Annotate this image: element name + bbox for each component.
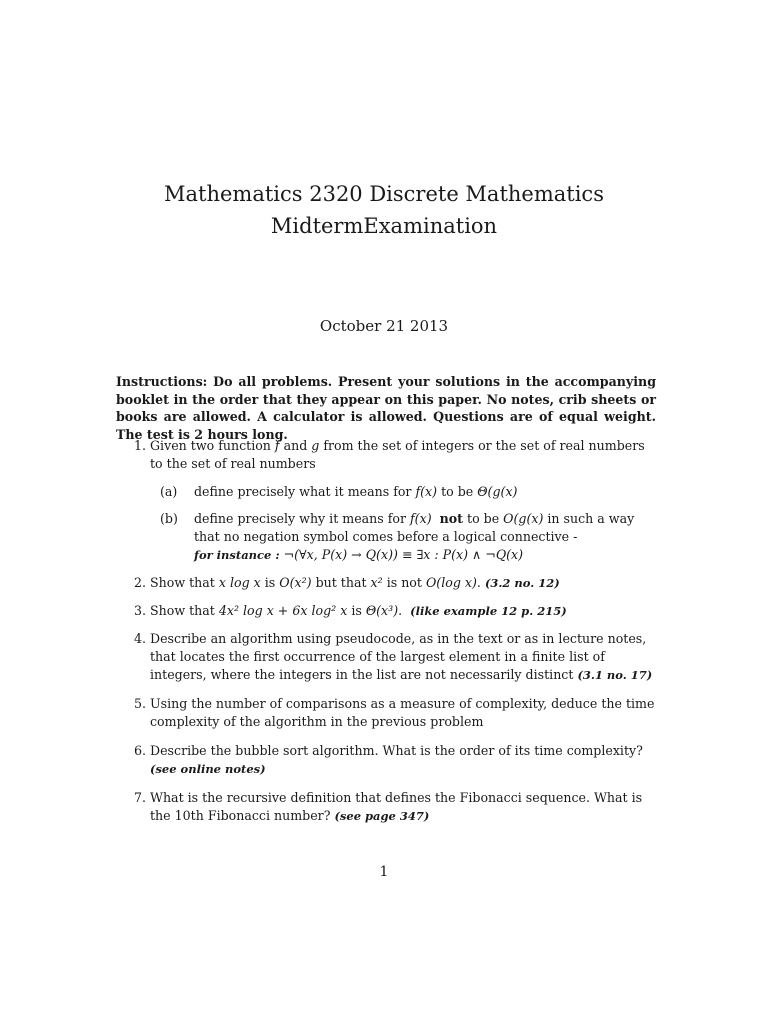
subproblem-label: (b) <box>160 511 178 526</box>
instance-label: for instance : <box>194 548 280 562</box>
problem-text: from the set of integers or the set of real numbers to the set of real numbers <box>150 438 645 471</box>
subproblem-text: define precisely why it means for <box>194 511 411 526</box>
math-expression: f(x) <box>410 511 432 526</box>
instructions-paragraph: Instructions: Do all problems. Present your solutions in the accompanying booklet in the order that they appear on this paper. No notes, crib sheets or books are allowed. A calculator is allowed. Questions are of equal weight. The test is 2 hours long. <box>116 374 656 442</box>
math-expression: O(log x) <box>425 575 477 590</box>
problem-number: 2. <box>134 575 147 590</box>
problem-number: 4. <box>134 631 147 646</box>
problem-number: 5. <box>134 696 147 711</box>
problem-text: Using the number of comparisons as a measure of complexity, deduce the time complexity of the algorithm in the previous problem <box>150 696 655 729</box>
problem-number: 3. <box>134 603 147 618</box>
problem-2 <box>116 574 656 592</box>
problem-text: What is the recursive definition that defines the Fibonacci sequence. What is the 10th Fibonacci number? <box>150 790 643 823</box>
subproblem-b <box>150 510 656 564</box>
problem-1 <box>116 437 656 564</box>
textbook-reference: (see page 347) <box>334 809 430 823</box>
problem-number: 7. <box>134 790 147 805</box>
exam-title-line1: Mathematics 2320 Discrete Mathematics <box>164 182 604 206</box>
page-number: 1 <box>379 864 389 880</box>
subproblem-a <box>150 483 656 501</box>
problem-text: but that <box>311 575 371 590</box>
problem-text: . <box>476 575 481 590</box>
math-expression: 4x² log x + 6x log² x <box>218 603 348 618</box>
textbook-reference: (3.1 no. 17) <box>577 668 653 682</box>
problem-text: Describe the bubble sort algorithm. What is the order of its time complexity? <box>150 743 643 758</box>
textbook-reference: (like example 12 p. 215) <box>410 604 567 618</box>
problem-7 <box>116 789 656 825</box>
math-expression: O(x²) <box>279 575 312 590</box>
problem-5 <box>116 695 656 731</box>
problem-list <box>116 437 656 825</box>
math-expression: f(x) <box>415 484 438 499</box>
problem-text: is not <box>382 575 426 590</box>
exam-date: October 21 2013 <box>319 317 449 335</box>
problem-6 <box>116 742 656 778</box>
math-expression: f <box>274 438 280 453</box>
subproblem-text: to be <box>437 484 478 499</box>
math-expression: x log x <box>218 575 261 590</box>
problem-text: Show that <box>150 575 219 590</box>
math-expression: g <box>311 438 320 453</box>
problem-text: is <box>347 603 366 618</box>
logic-formula: ¬(∀x, P(x) → Q(x)) ≡ ∃x : P(x) ∧ ¬Q(x) <box>283 547 524 562</box>
textbook-reference: (3.2 no. 12) <box>484 576 560 590</box>
problem-4 <box>116 630 656 684</box>
textbook-reference: (see online notes) <box>150 762 266 776</box>
problem-text: Show that <box>150 603 219 618</box>
math-expression: Θ(g(x) <box>477 484 518 499</box>
problem-number: 6. <box>134 743 147 758</box>
subproblem-text: define precisely what it means for <box>194 484 416 499</box>
problem-text: Describe an algorithm using pseudocode, as in the text or as in lecture notes, that locates the first occurrence of the largest element in a finite list of integers, where the integers in the list are not necessarily distinct <box>150 631 647 682</box>
math-expression: x² <box>370 575 383 590</box>
problem-text: Given two function <box>150 438 275 453</box>
emphasis-not: not <box>439 511 463 526</box>
problem-3 <box>116 602 656 620</box>
subproblem-text: in such a way that no negation symbol comes before a logical connective - <box>194 511 635 544</box>
problem-text: and <box>279 438 312 453</box>
problem-text: is <box>260 575 280 590</box>
math-expression: O(g(x) <box>503 511 544 526</box>
math-expression: Θ(x³) <box>365 603 399 618</box>
problem-number: 1. <box>134 438 147 453</box>
subproblem-label: (a) <box>160 484 178 499</box>
exam-title-line2: MidtermExamination <box>270 214 498 238</box>
subproblem-text: to be <box>463 511 504 526</box>
problem-text: . <box>398 603 403 618</box>
